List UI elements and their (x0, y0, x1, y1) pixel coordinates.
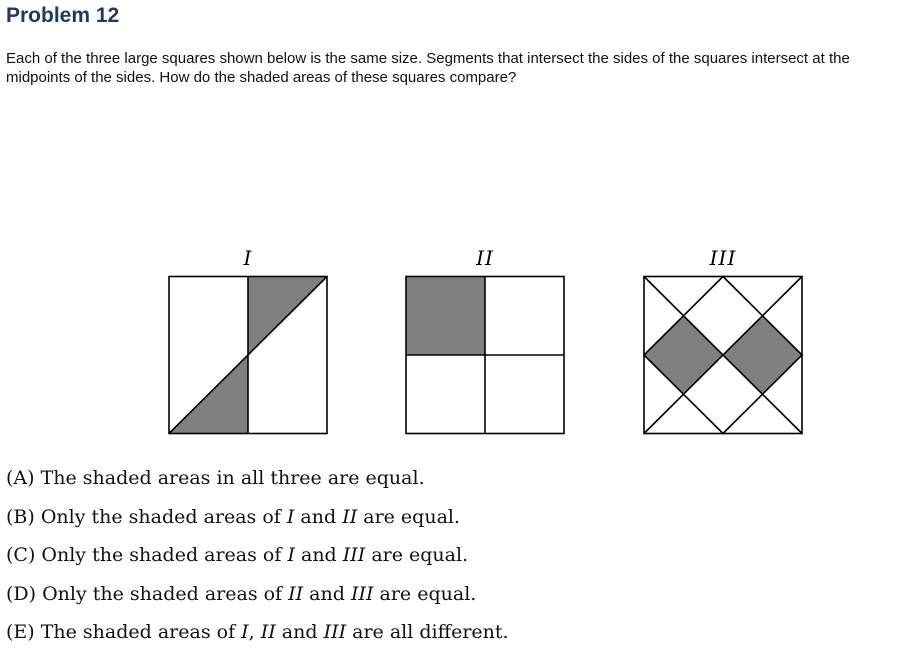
figure-label-2: II (476, 246, 494, 270)
choice-c: (C) Only the shaded areas of I and III are equal. (6, 544, 469, 566)
answer-choices (6, 463, 509, 656)
choice-d: (D) Only the shaded areas of II and III are equal. (6, 582, 477, 605)
choice-a: (A) The shaded areas in all three are equal. (6, 467, 425, 489)
square-figure-3 (641, 275, 805, 437)
problem-title: Problem 12 (6, 4, 120, 27)
shaded-quarter (406, 277, 485, 356)
square-figure-2 (403, 275, 567, 437)
figure-label-1: I (243, 246, 253, 270)
figure-label-3: III (709, 246, 737, 270)
problem-text: Each of the three large squares shown below is the same size. Segments that intersect the sides of the squares intersect at the midpoints of the sides. How do the shaded areas of these squares compare? (6, 50, 850, 86)
choice-b: (B) Only the shaded areas of I and II are equal. (6, 505, 461, 528)
shaded-diamond-left (644, 316, 723, 395)
shaded-diamond-right (723, 316, 802, 395)
choice-e: (E) The shaded areas of I, II and III are all different. (6, 621, 509, 643)
square-figure-1 (166, 275, 330, 437)
